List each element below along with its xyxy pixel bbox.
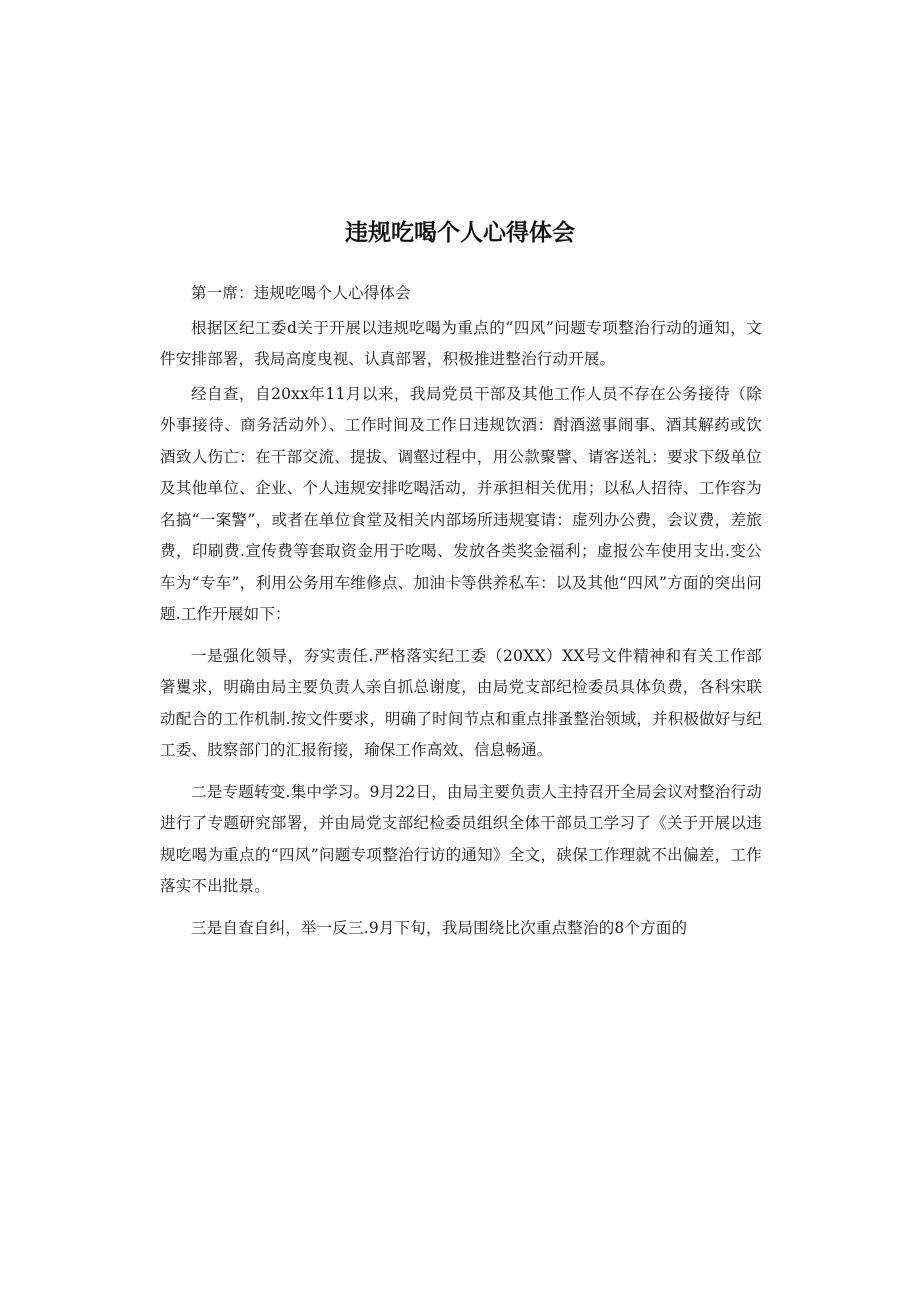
paragraph-self-check: 经自查，自20xx年11月以来，我局党员干部及其他工作人员不存在公务接待（除外事接待、商务活动外）、工作时间及工作日违规饮酒：酎酒滋事闹事、酒其解药或饮酒致人伤亡：在干部交流、提拔、调壑过程中，用公款聚譬、请客送礼：要求下级单位及其他单位、企业、个人违规安排吃喝活动，并承担相关优用；以私人招待、工作容为名搞“一案警”，或者在单位食堂及相关内部场所违规宴请：虚列办公费，会议费，差旅费，印刷费.宣传费等套取资金用于吃喝、发放各类奖金福利；虚报公车使用支出.变公车为“专车”，利用公务用车维修点、加油卡等供养私车：以及其他“四风”方面的突出问题.工作开展如下：: [160, 384, 762, 623]
paragraph-point-one: 一是强化领导，夯实责任.严格落实纪工委（20XX）XX号文件精神和有关工作部箸矍求，明确由局主要负责人亲自抓总谢度，由局党支部纪检委员具体负费，各科宋联动配合的工作机制.按文件要求，明确了时间节点和重点排蚤整治领域，并积极做好与纪工委、肢察部门的汇报衔接，瑜保工作高效、信息畅通。: [160, 646, 762, 759]
paragraph-point-three: 三是自查自纠，举一反三.9月下旬，我局围绕比次重点整治的8个方面的: [191, 918, 688, 937]
paragraph-point-two: 二是专题转变.集中学习。9月22日，由局主要负责人主持召开全局会议对整治行动进行了专题研究部署，并由局党支部纪检委员组织全体干部员工学习了《关于开展以违规吃喝为重点的“四风”问题专项整治行访的通知》全文，硖保工作理就不出偏差，工作落实不出批景。: [160, 782, 762, 895]
paragraph-intro: 根据区纪工委d关于开展以违规吃喝为重点的“四风”问题专项整治行动的通知，文件安排部署，我局高度曳视、认真部署，积极推进整治行动开展。: [160, 318, 762, 368]
paragraph-subtitle: 第一席：违规吃喝个人心得体会: [191, 284, 411, 302]
document-title: 违规吃喝个人心得体会: [345, 220, 575, 246]
document-body: [160, 278, 762, 944]
